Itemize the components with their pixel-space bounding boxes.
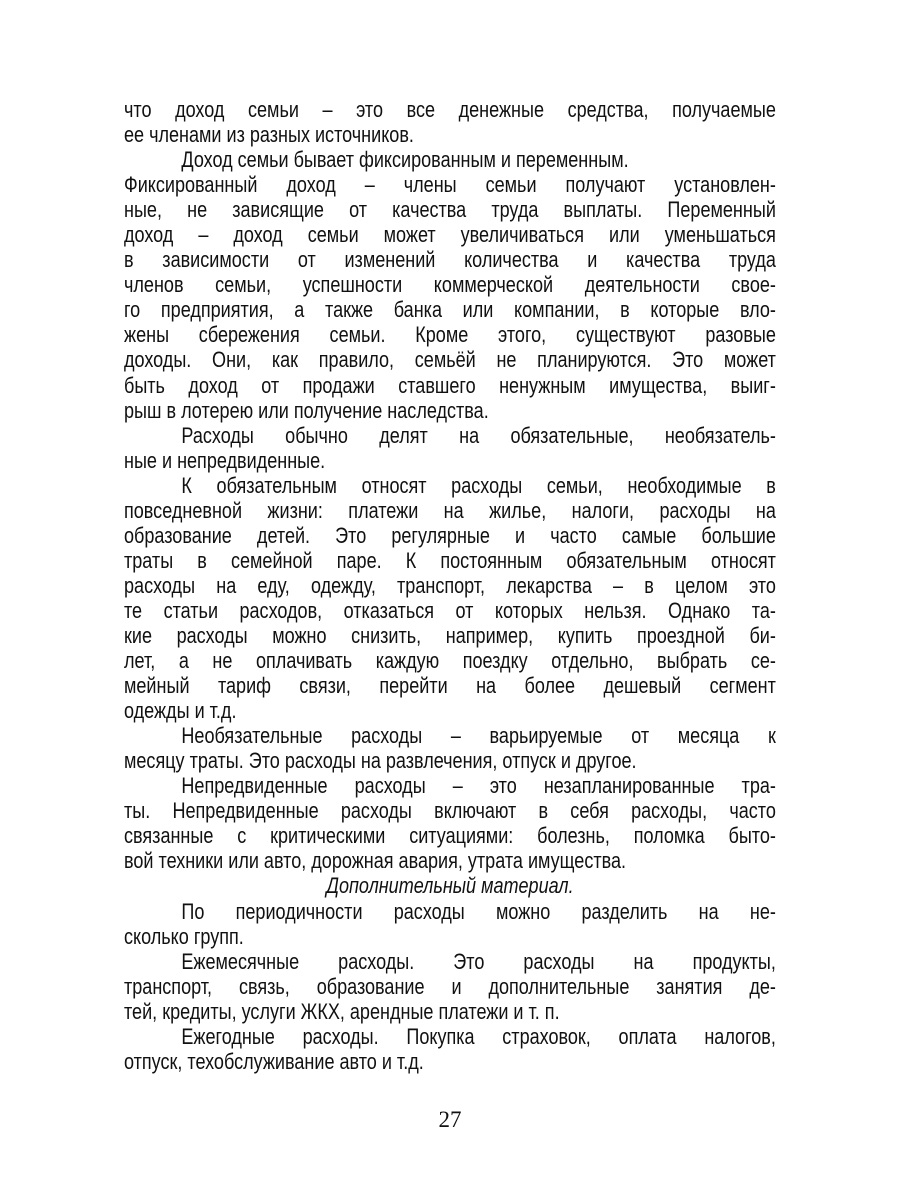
text-line: ты. Непредвиденные расходы включают в себя расходы, часто	[124, 798, 776, 824]
paragraph	[124, 473, 776, 723]
text-line: Доход семьи бывает фиксированным и переменным.	[181, 147, 629, 173]
text-line: те статьи расходов, отказаться от которых нельзя. Однако та-	[124, 597, 776, 623]
text-line: го предприятия, а также банка или компании, в которые вло-	[124, 297, 776, 323]
text-line: повседневной жизни: платежи на жилье, налоги, расходы на	[124, 497, 776, 523]
paragraph	[124, 723, 776, 773]
text-line: К обязательным относят расходы семьи, необходимые в	[181, 472, 776, 498]
text-line: Ежегодные расходы. Покупка страховок, оплата налогов,	[181, 1023, 776, 1049]
text-line: членов семьи, успешности коммерческой деятельности свое-	[124, 272, 776, 298]
text-line: рыш в лотерею или получение наследства.	[124, 397, 489, 423]
text-line: ные и непредвиденные.	[124, 447, 326, 473]
text-line: Непредвиденные расходы – это незапланированные тра-	[181, 773, 776, 799]
paragraph	[124, 97, 776, 147]
text-line: лет, а не оплачивать каждую поездку отдельно, выбрать се-	[124, 648, 776, 674]
text-line: отпуск, техобслуживание авто и т.д.	[124, 1048, 424, 1074]
text-line: транспорт, связь, образование и дополнительные занятия де-	[124, 973, 776, 999]
text-line: Ежемесячные расходы. Это расходы на продукты,	[181, 948, 776, 974]
text-line: ее членами из разных источников.	[124, 122, 414, 148]
text-line: быть доход от продажи ставшего ненужным имущества, выиг-	[124, 372, 776, 398]
text-line: месяцу траты. Это расходы на развлечения, отпуск и другое.	[124, 748, 637, 774]
text-line: Дополнительный материал.	[326, 873, 574, 899]
paragraph	[124, 773, 776, 873]
paragraph	[124, 423, 776, 473]
page-number: 27	[438, 1107, 462, 1132]
text-line: тей, кредиты, услуги ЖКХ, арендные платежи и т. п.	[124, 998, 560, 1024]
paragraph	[124, 147, 776, 172]
text-line: одежды и т.д.	[124, 698, 237, 724]
section-heading	[124, 873, 776, 898]
text-line: жены сбережения семьи. Кроме этого, существуют разовые	[124, 322, 776, 348]
text-line: образование детей. Это регулярные и часто самые большие	[124, 522, 776, 548]
text-line: расходы на еду, одежду, транспорт, лекарства – в целом это	[124, 572, 776, 598]
text-line: траты в семейной паре. К постоянным обязательным относят	[124, 547, 776, 573]
paragraph	[124, 1024, 776, 1074]
text-line: кие расходы можно снизить, например, купить проездной би-	[124, 622, 776, 648]
text-line: Расходы обычно делят на обязательные, необязатель-	[181, 422, 776, 448]
text-line: связанные с критическими ситуациями: болезнь, поломка быто-	[124, 823, 776, 849]
text-line: в зависимости от изменений количества и качества труда	[124, 247, 776, 273]
text-line: сколько групп.	[124, 923, 244, 949]
text-line: вой техники или авто, дорожная авария, утрата имущества.	[124, 848, 627, 874]
text-line: мейный тариф связи, перейти на более дешевый сегмент	[124, 673, 776, 699]
paragraph	[124, 172, 776, 422]
text-line: что доход семьи – это все денежные средства, получаемые	[124, 97, 776, 122]
text-line: Необязательные расходы – варьируемые от месяца к	[181, 723, 776, 749]
text-line: ные, не зависящие от качества труда выплаты. Переменный	[124, 197, 776, 223]
text-line: доходы. Они, как правило, семьёй не планируются. Это может	[124, 347, 776, 373]
text-line: Фиксированный доход – члены семьи получают установлен-	[124, 172, 776, 198]
page-body	[124, 97, 776, 1074]
text-line: По периодичности расходы можно разделить на не-	[181, 898, 776, 924]
paragraph	[124, 949, 776, 1024]
paragraph	[124, 899, 776, 949]
text-line: доход – доход семьи может увеличиваться или уменьшаться	[124, 222, 776, 248]
